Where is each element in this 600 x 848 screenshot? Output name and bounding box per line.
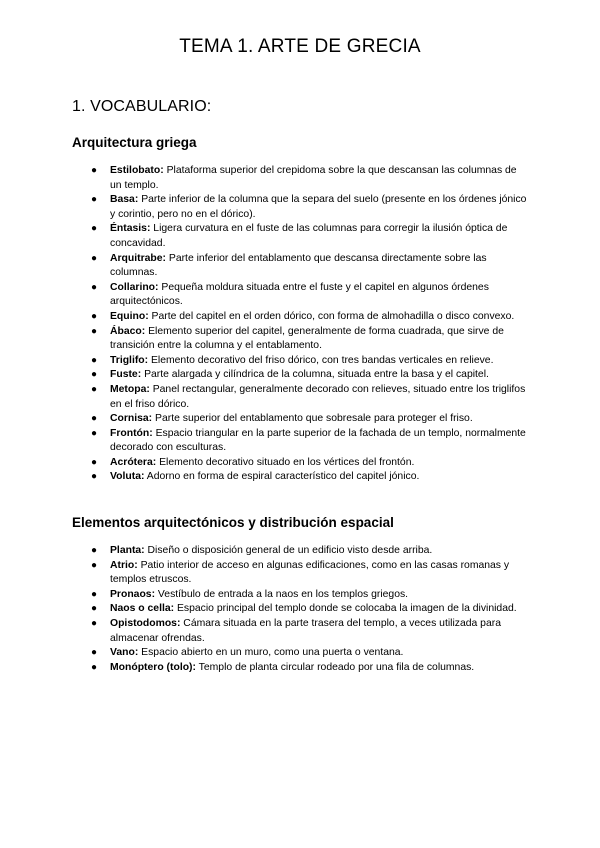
bullet-icon: ● (91, 369, 98, 381)
bullet-icon: ● (91, 647, 98, 659)
term-label: Voluta: (110, 471, 145, 483)
bullet-icon: ● (91, 165, 98, 176)
term-definition: Cámara situada en la parte trasera del templo, a veces utilizada para almacenar ofrendas. (110, 617, 501, 644)
term-definition: Diseño o disposición general de un edificio visto desde arriba. (144, 545, 433, 556)
list-item (91, 354, 531, 369)
term-label: Metopa: (110, 383, 150, 395)
term-label: Atrio: (110, 559, 138, 571)
term-label: Planta: (110, 545, 145, 556)
list-item (91, 456, 531, 471)
list-item (91, 470, 531, 485)
bullet-icon: ● (91, 383, 98, 395)
term-label: Monóptero (tolo): (110, 661, 196, 673)
term-definition: Espacio abierto en un muro, como una puerta o ventana. (138, 647, 404, 659)
bullet-icon: ● (91, 223, 98, 235)
term-definition: Elemento decorativo situado en los vértices del frontón. (156, 456, 415, 468)
section-heading-vocabulario: 1. VOCABULARIO: (72, 98, 212, 115)
bullet-icon: ● (91, 427, 98, 439)
bullet-icon: ● (91, 471, 98, 483)
list-item (91, 193, 531, 222)
bullet-icon: ● (91, 252, 98, 264)
term-definition: Espacio triangular en la parte superior de la fachada de un templo, normalmente decorado con esculturas. (110, 427, 526, 454)
list-item (91, 222, 531, 251)
list-item (91, 588, 531, 603)
list-item (91, 252, 531, 281)
list-item (91, 427, 531, 456)
term-label: Arquitrabe: (110, 252, 166, 264)
term-label: Ábaco: (110, 325, 146, 337)
list-item (91, 646, 531, 661)
list-item (91, 661, 531, 676)
term-definition: Elemento superior del capitel, generalmente de forma cuadrada, que sirve de transición entre la columna y el entablamento. (110, 325, 504, 352)
bullet-icon: ● (91, 194, 98, 206)
term-label: Opistodomos: (110, 617, 181, 629)
term-label: Pronaos: (110, 588, 156, 600)
term-label: Frontón: (110, 427, 153, 439)
bullet-icon: ● (91, 617, 98, 629)
bullet-icon: ● (91, 354, 98, 366)
list-item (91, 559, 531, 588)
term-label: Estilobato: (110, 165, 164, 176)
list-item (91, 310, 531, 325)
list-item (91, 281, 531, 310)
vocabulary-list-arquitectura (91, 164, 531, 485)
term-definition: Espacio principal del templo donde se colocaba la imagen de la divinidad. (174, 603, 517, 615)
term-label: Acrótera: (110, 456, 157, 468)
subsection-heading-elementos: Elementos arquitectónicos y distribución espacial (72, 515, 394, 530)
list-item (91, 617, 531, 646)
term-label: Fuste: (110, 369, 142, 381)
list-item (91, 325, 531, 354)
term-definition: Parte superior del entablamento que sobresale para proteger el friso. (152, 413, 473, 425)
term-label: Cornisa: (110, 413, 153, 425)
term-definition: Parte alargada y cilíndrica de la columna, situada entre la basa y el capitel. (141, 369, 489, 381)
term-definition: Plataforma superior del crepidoma sobre la que descansan las columnas de un templo. (110, 165, 517, 191)
list-item (91, 164, 531, 193)
list-item (91, 544, 531, 559)
term-definition: Ligera curvatura en el fuste de las columnas para corregir la ilusión óptica de concavidad. (110, 223, 508, 249)
term-label: Triglifo: (110, 354, 149, 366)
term-definition: Parte del capitel en el orden dórico, con forma de almohadilla o disco convexo. (148, 310, 515, 322)
list-item (91, 383, 531, 412)
term-definition: Parte inferior de la columna que la separa del suelo (presente en los órdenes jónico y corintio, pero no en el dórico). (110, 194, 527, 220)
bullet-icon: ● (91, 456, 98, 468)
term-definition: Templo de planta circular rodeado por una fila de columnas. (195, 661, 475, 673)
term-definition: Patio interior de acceso en algunas edificaciones, como en las casas romanas y templos etruscos. (110, 559, 510, 586)
subsection-heading-arquitectura: Arquitectura griega (72, 135, 197, 150)
list-item (91, 602, 531, 617)
term-label: Vano: (110, 647, 139, 659)
vocabulary-list-elementos (91, 544, 531, 675)
term-definition: Vestíbulo de entrada a la naos en los templos griegos. (155, 588, 409, 600)
bullet-icon: ● (91, 281, 98, 293)
document-title: TEMA 1. ARTE DE GRECIA (179, 36, 421, 57)
term-definition: Elemento decorativo del friso dórico, con tres bandas verticales en relieve. (148, 354, 494, 366)
bullet-icon: ● (91, 310, 98, 322)
bullet-icon: ● (91, 325, 98, 337)
term-label: Basa: (110, 194, 139, 206)
bullet-icon: ● (91, 413, 98, 425)
term-definition: Parte inferior del entablamento que descansa directamente sobre las columnas. (110, 252, 487, 279)
bullet-icon: ● (91, 545, 98, 556)
bullet-icon: ● (91, 559, 98, 571)
term-label: Naos o cella: (110, 603, 175, 615)
term-label: Collarino: (110, 281, 159, 293)
list-item (91, 412, 531, 427)
bullet-icon: ● (91, 588, 98, 600)
term-label: Equino: (110, 310, 149, 322)
term-definition: Panel rectangular, generalmente decorado con relieves, situado entre los triglifos en el friso dórico. (110, 383, 526, 410)
term-definition: Pequeña moldura situada entre el fuste y el capitel en algunos órdenes arquitectónicos. (110, 281, 489, 308)
bullet-icon: ● (91, 661, 98, 673)
list-item (91, 368, 531, 383)
term-definition: Adorno en forma de espiral característico del capitel jónico. (144, 471, 420, 483)
bullet-icon: ● (91, 603, 98, 615)
term-label: Éntasis: (110, 223, 151, 235)
